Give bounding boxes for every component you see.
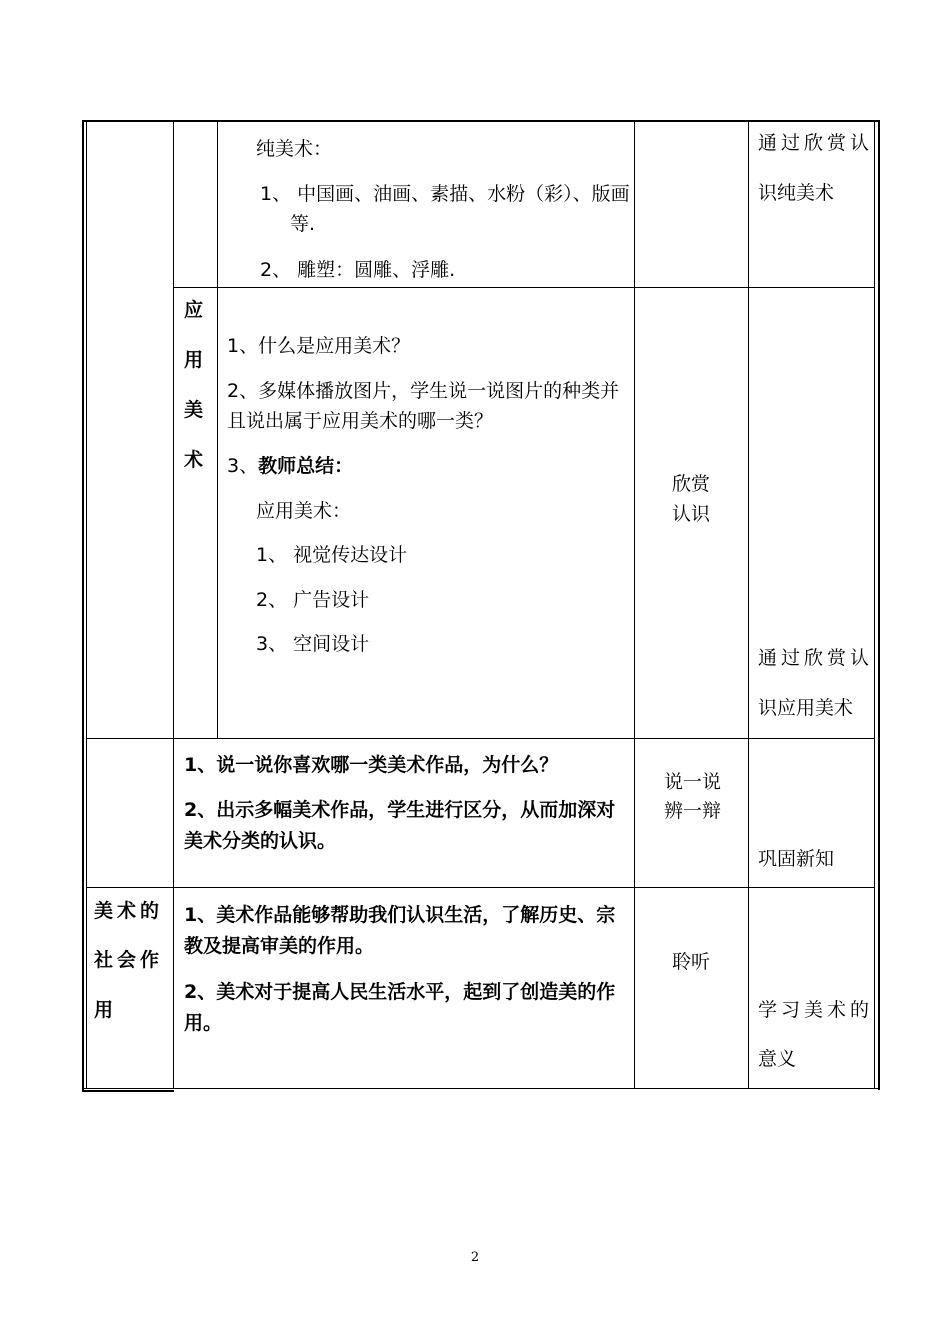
consolidate-activity-line1: 说一说 [664,771,722,793]
social-role-point-2-cont: 用。 [184,1012,223,1034]
applied-art-question-2-cont: 且说出属于应用美术的哪一类？ [227,410,494,432]
consolidate-purpose: 巩固新知 [758,848,835,870]
consolidate-question-2: 2、出示多幅美术作品，学生进行区分，从而加深对 [184,799,616,821]
consolidate-question-1: 1、说一说你喜欢哪一类美术作品，为什么？ [184,754,559,776]
fine-art-item-2: 2、 雕塑：圆雕、浮雕. [260,259,456,281]
applied-art-label-char-4: 术 [184,449,204,471]
row-divider-2 [86,738,874,739]
table-border-left-outer [82,120,84,1092]
social-role-label-line2: 社会作 [94,949,164,971]
social-role-label-line1: 美术的 [94,900,164,922]
row-divider-3 [86,887,874,888]
applied-art-label-char-3: 美 [184,399,204,421]
applied-art-subheading: 应用美术： [256,500,352,522]
social-role-purpose-line2: 意义 [758,1048,797,1070]
fine-art-purpose-line1: 通过欣赏认 [758,132,874,154]
consolidate-activity-line2: 辨一辩 [664,800,722,822]
fine-art-item-1: 1、 中国画、油画、素描、水粉（彩）、版画 [260,183,630,205]
table-border-left-inner [86,122,87,1088]
applied-art-question-2: 2、多媒体播放图片，学生说一说图片的种类并 [227,380,620,402]
table-border-bottom-stub [82,1090,174,1092]
fine-art-item-1-cont: 等. [290,213,316,235]
social-role-activity: 聆听 [672,951,711,973]
col-divider-1 [173,122,174,1088]
applied-art-item-3: 3、 空间设计 [256,633,370,655]
teacher-summary-label: 教师总结： [258,455,354,477]
applied-art-question-1: 1、什么是应用美术？ [227,335,411,357]
social-role-point-1-cont: 教及提高审美的作用。 [184,935,375,957]
col-divider-3 [634,122,635,1088]
teacher-summary [227,453,353,479]
social-role-point-2: 2、美术对于提高人民生活水平，起到了创造美的作 [184,981,616,1003]
applied-art-item-1: 1、 视觉传达设计 [256,544,408,566]
row-divider-1 [173,287,874,288]
applied-art-activity-line1: 欣赏 [672,473,711,495]
social-role-point-1: 1、美术作品能够帮助我们认识生活，了解历史、宗 [184,904,616,926]
table-border-right-inner [874,122,875,1088]
teacher-summary-number: 3、 [227,455,259,477]
applied-art-label-char-1: 应 [184,299,204,321]
page-number: 2 [470,1250,480,1265]
applied-art-purpose-line1: 通过欣赏认 [758,647,874,669]
col-divider-4 [748,122,749,1088]
fine-art-heading: 纯美术： [256,138,333,160]
table-border-top [82,120,880,122]
applied-art-purpose-line2: 识应用美术 [758,697,854,719]
social-role-purpose-line1: 学习美术的 [758,999,874,1021]
col-divider-2 [217,122,218,738]
applied-art-activity-line2: 认识 [672,503,711,525]
table-border-right-outer [878,120,880,1090]
applied-art-item-2: 2、 广告设计 [256,589,370,611]
applied-art-label-char-2: 用 [184,349,204,371]
consolidate-question-2-cont: 美术分类的认识。 [184,830,337,852]
table-border-bottom [82,1088,880,1089]
fine-art-purpose-line2: 识纯美术 [758,182,835,204]
social-role-label-line3: 用 [94,999,114,1021]
